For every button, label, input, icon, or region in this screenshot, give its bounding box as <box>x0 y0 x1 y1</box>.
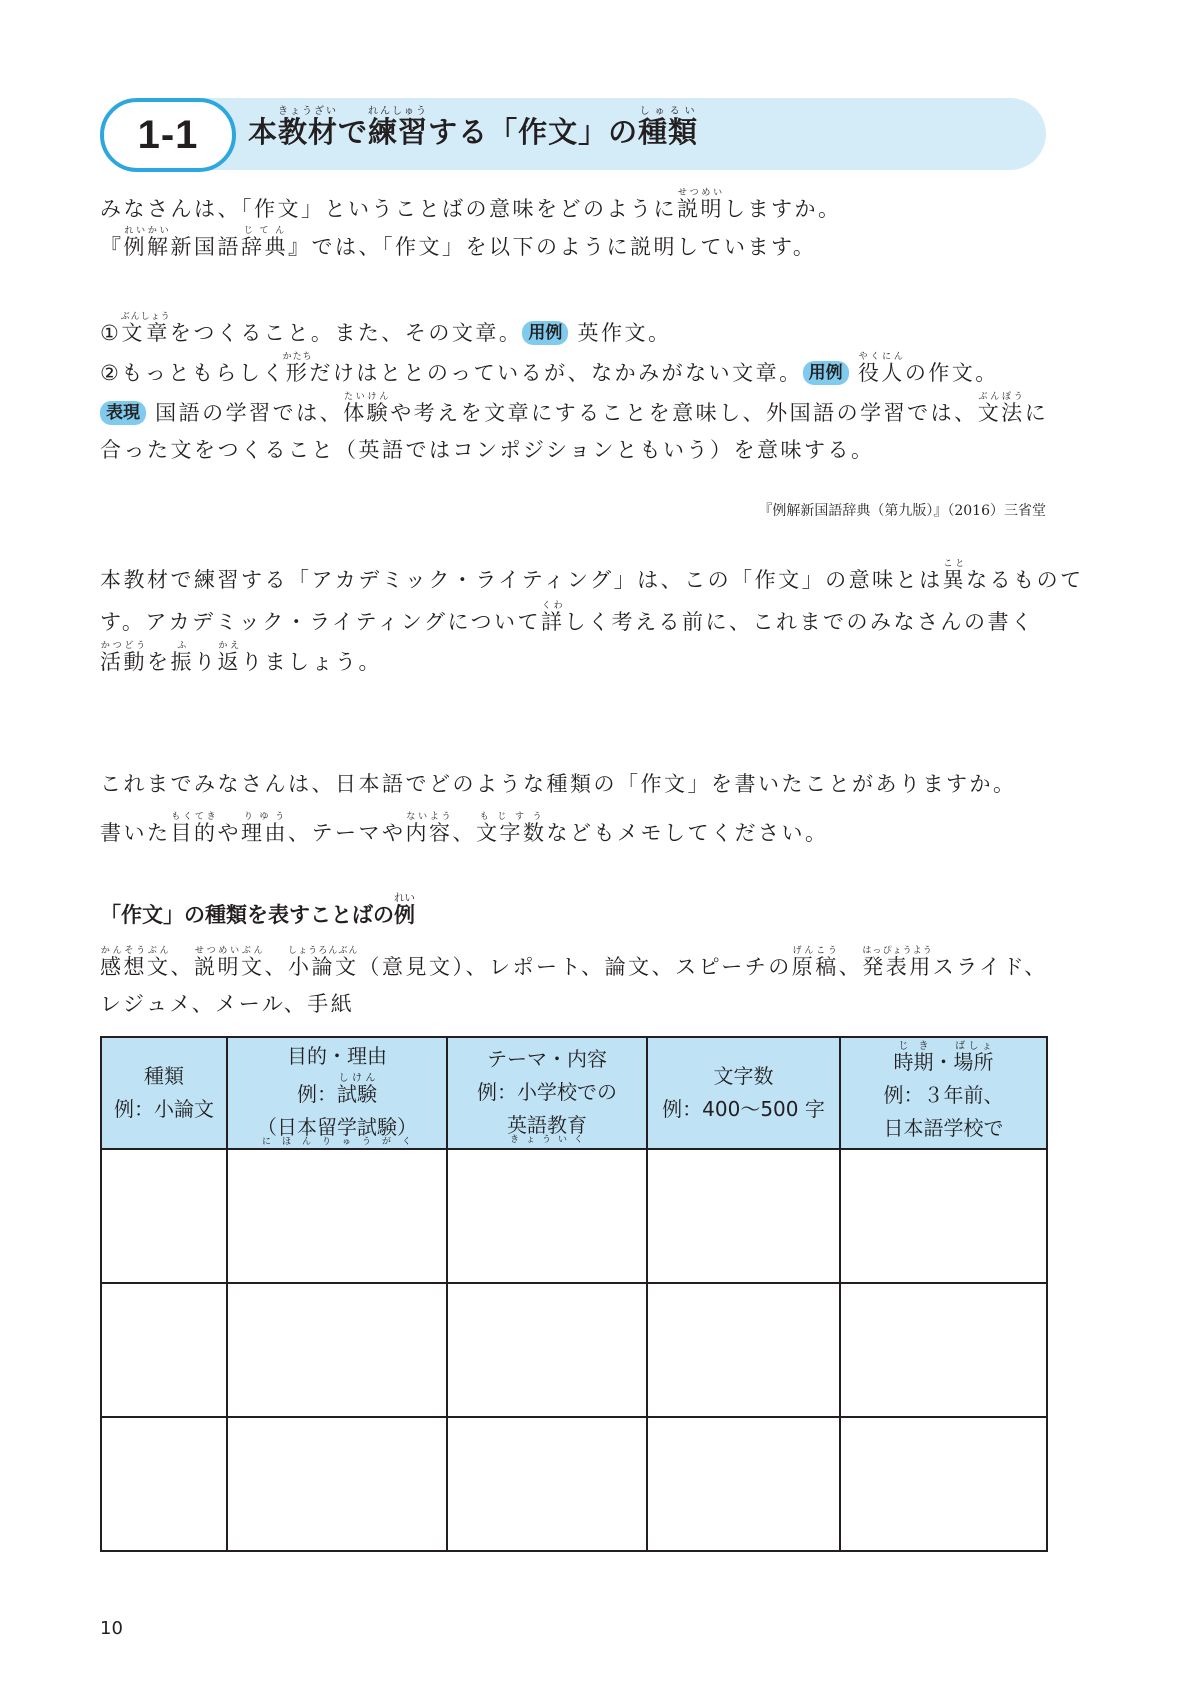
header-line: 時期じき・場所ばしょ <box>893 1041 994 1074</box>
header-line: テーマ・内容 <box>487 1046 607 1071</box>
usage-tag: 用例 <box>522 321 568 345</box>
table-cell[interactable] <box>227 1149 447 1283</box>
header-line: （日本留学試験）にほんりゅうがく <box>257 1115 417 1147</box>
intro-dictionary-line: 『例解れいかい新国語辞典じてん』では、「作文」を以下のように説明しています。 <box>100 226 817 259</box>
header-type <box>101 1037 227 1149</box>
table-cell[interactable] <box>101 1283 227 1417</box>
header-purpose <box>227 1037 447 1149</box>
table-cell[interactable] <box>447 1283 647 1417</box>
table-row <box>101 1149 1047 1283</box>
table-cell[interactable] <box>447 1149 647 1283</box>
header-line: 英語教育きょういく <box>507 1112 587 1145</box>
definition-1: ①文章ぶんしょうをつくること。また、その文章。 用例 英作文。 <box>100 312 672 345</box>
table-cell[interactable] <box>447 1417 647 1551</box>
table-cell[interactable] <box>840 1283 1047 1417</box>
table-header-row <box>101 1037 1047 1149</box>
usage-tag: 用例 <box>803 361 849 385</box>
usage-tag: 表現 <box>100 401 146 425</box>
academic-writing-para-1: 本教材で練習する「アカデミック・ライティング」は、この「作文」の意味とは異ことなるものて <box>100 559 1084 592</box>
header-theme <box>447 1037 647 1149</box>
expression-line-2: 合った文をつくること（英語ではコンポジションともいう）を意味する。 <box>100 438 875 462</box>
section-title: 本教材きょうざいで練習れんしゅうする「作文」の種類しゅるい <box>248 106 699 149</box>
header-line: 目的・理由 <box>287 1044 387 1068</box>
table-row <box>101 1283 1047 1417</box>
header-line: 日本語学校で <box>883 1116 1004 1140</box>
table-cell[interactable] <box>227 1417 447 1551</box>
task-question-1: これまでみなさんは、日本語でどのような種類の「作文」を書いたことがありますか。 <box>100 772 1017 796</box>
header-line: 例：試験しけん <box>297 1073 377 1106</box>
table-cell[interactable] <box>840 1149 1047 1283</box>
citation: 『例解新国語辞典（第九版）』（2016）三省堂 <box>758 503 1046 519</box>
academic-writing-para-3: 活動かつどうを振ふり返かえりましょう。 <box>100 641 382 674</box>
expression-line-1: 表現 国語の学習では、体験たいけんや考えを文章にすることを意味し、外国語の学習では、文法ぶんぽうに <box>100 392 1048 427</box>
table-cell[interactable] <box>101 1417 227 1551</box>
intro-question: みなさんは、「作文」ということばの意味をどのように説明せつめいしますか。 <box>100 188 842 221</box>
examples-list-line-1: 感想文かんそうぶん、説明文せつめいぶん、小論文しょうろんぶん（意見文）、レポート、論文、スピーチの原稿げんこう、発表用はっぴょうようスライド、 <box>100 946 1048 979</box>
header-line: 文字数 <box>713 1064 774 1088</box>
table-cell[interactable] <box>101 1149 227 1283</box>
header-line: 種類 <box>144 1064 184 1088</box>
table-cell[interactable] <box>227 1283 447 1417</box>
definition-2: ②もっともらしく形かたちだけはととのっているが、なかみがない文章。 用例 役人やくにんの作文。 <box>100 352 999 385</box>
examples-list-line-2: レジュメ、メール、手紙 <box>100 992 355 1016</box>
header-char-count <box>647 1037 840 1149</box>
table-cell[interactable] <box>840 1417 1047 1551</box>
page-number: 10 <box>100 1618 123 1639</box>
table-cell[interactable] <box>647 1283 840 1417</box>
header-time-place <box>840 1037 1047 1149</box>
header-line: 例：小論文 <box>114 1097 214 1121</box>
academic-writing-para-2: す。アカデミック・ライティングについて詳くわしく考える前に、これまでのみなさんの書く <box>100 601 1035 634</box>
table-row <box>101 1417 1047 1551</box>
header-line: 例：400〜500 字 <box>662 1097 825 1121</box>
header-line: 例：小学校での <box>477 1079 617 1104</box>
task-question-2: 書いた目的もくてきや理由りゆう、テーマや内容ないよう、文字数もじすうなどもメモしてください。 <box>100 812 829 845</box>
writing-memo-table <box>100 1036 1048 1552</box>
header-line: 例：３年前、 <box>883 1083 1004 1107</box>
section-number: 1-1 <box>100 98 236 172</box>
table-cell[interactable] <box>647 1149 840 1283</box>
examples-heading: 「作文」の種類を表すことばの例れい <box>100 892 415 927</box>
table-cell[interactable] <box>647 1417 840 1551</box>
